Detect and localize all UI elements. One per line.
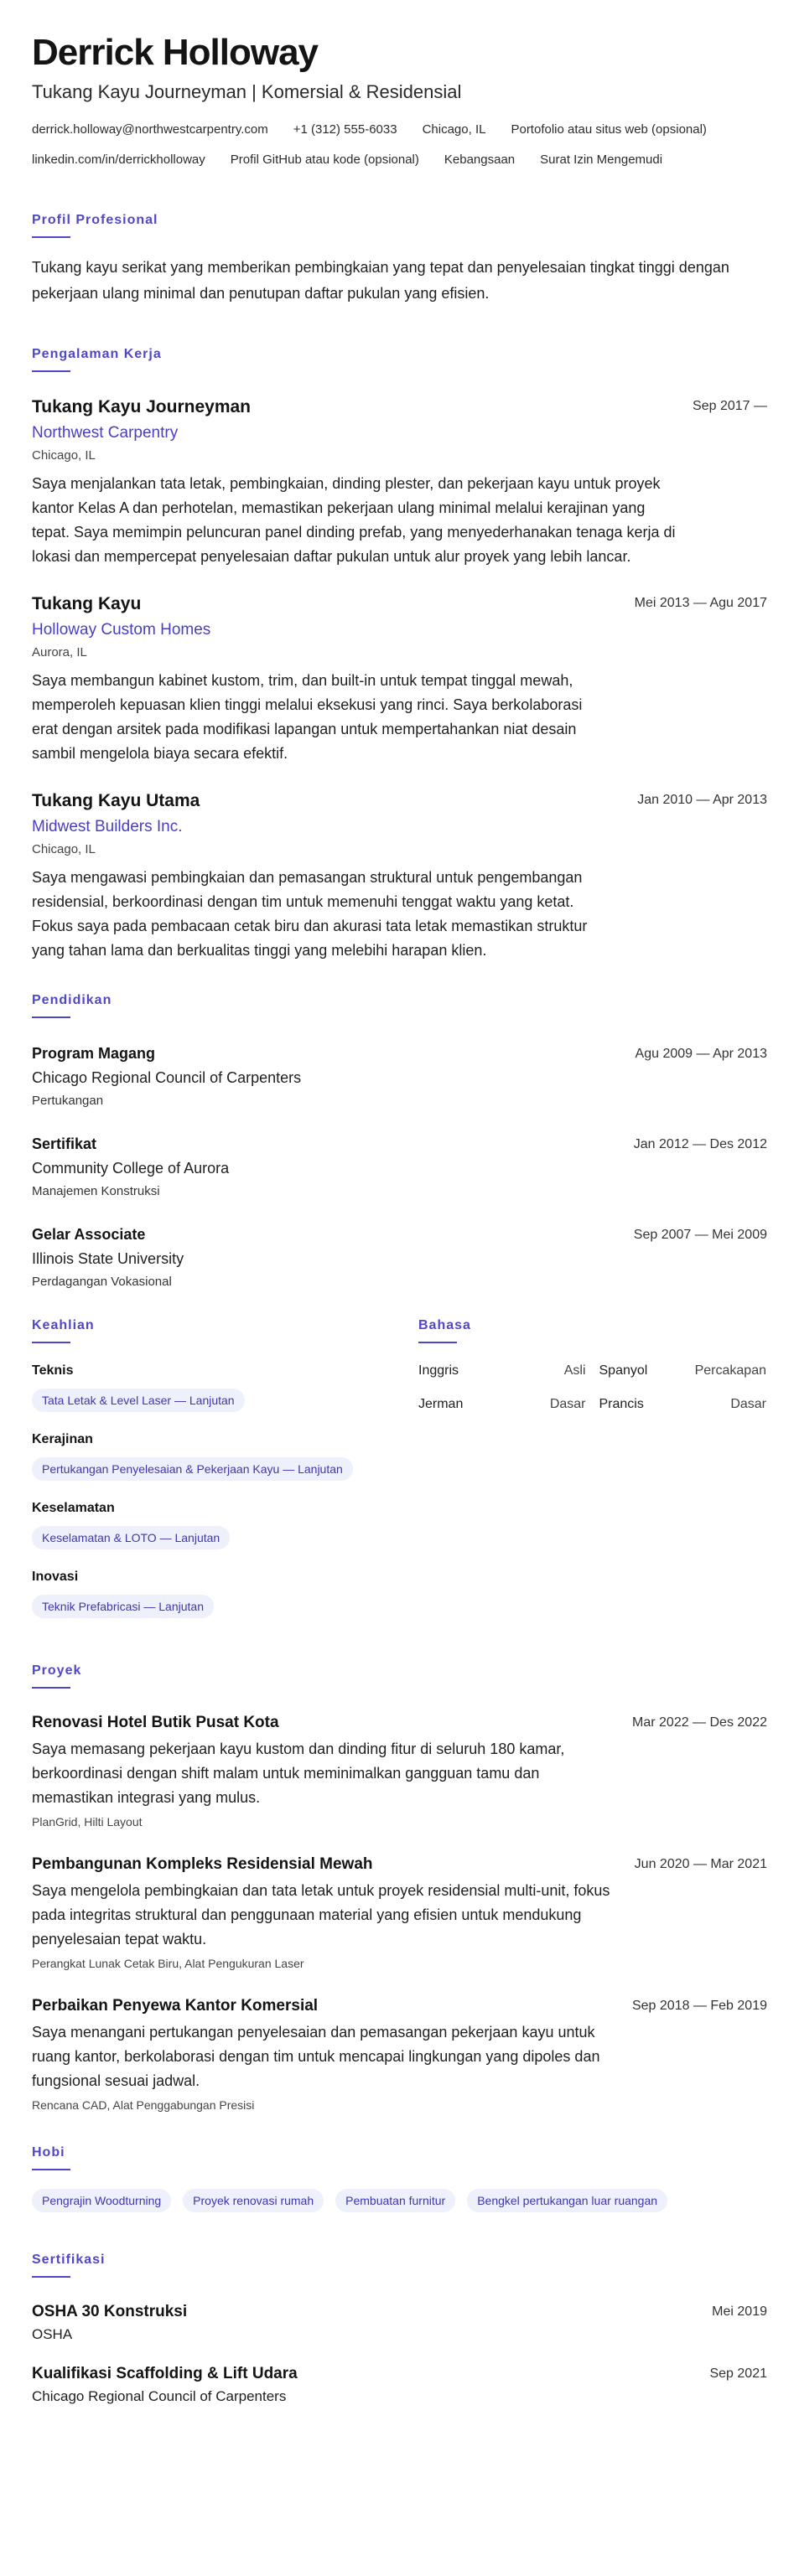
entry-company: Midwest Builders Inc. bbox=[32, 818, 183, 835]
education-section bbox=[32, 991, 767, 1291]
language-item bbox=[418, 1362, 586, 1380]
certification-title: Kualifikasi Scaffolding & Lift Udara bbox=[32, 2365, 298, 2382]
language-item bbox=[599, 1395, 767, 1414]
skill-chip: Pertukangan Penyelesaian & Pekerjaan Kayu — Lanjutan bbox=[32, 1457, 353, 1481]
section-divider bbox=[32, 2276, 70, 2278]
entry-company: Holloway Custom Homes bbox=[32, 621, 211, 639]
hobby-chip: Pembuatan furnitur bbox=[335, 2189, 455, 2212]
profile-summary: Tukang kayu serikat yang memberikan pembingkaian yang tepat dan penyelesaian tingkat tinggi dengan pekerjaan ulang minimal dan penutupan daftar pukulan yang efisien. bbox=[32, 259, 729, 302]
skill-group-name: Kerajinan bbox=[32, 1432, 93, 1446]
language-name: Inggris bbox=[418, 1363, 459, 1378]
skill-group bbox=[32, 1362, 380, 1412]
entry-date: Jun 2020 — Mar 2021 bbox=[634, 1857, 767, 1871]
project-description: Saya menangani pertukangan penyelesaian dan pemasangan pekerjaan kayu untuk ruang kantor, berkolaborasi dengan tim untuk mencapai lingkungan yang dipoles dan fungsional sesuai jadwal. bbox=[32, 2024, 600, 2089]
section-title: Pendidikan bbox=[32, 993, 112, 1007]
experience-entry bbox=[32, 789, 767, 963]
education-entry bbox=[32, 1043, 767, 1110]
entry-date: Mei 2019 bbox=[712, 2304, 767, 2319]
skill-group-name: Inovasi bbox=[32, 1570, 79, 1584]
education-school: Illinois State University bbox=[32, 1250, 184, 1267]
entry-date: Jan 2012 — Des 2012 bbox=[633, 1137, 767, 1151]
project-title: Renovasi Hotel Butik Pusat Kota bbox=[32, 1714, 279, 1731]
section-title: Hobi bbox=[32, 2145, 65, 2160]
project-title: Perbaikan Penyewa Kantor Komersial bbox=[32, 1997, 319, 2015]
entry-date: Sep 2021 bbox=[709, 2367, 767, 2381]
education-school: Chicago Regional Council of Carpenters bbox=[32, 1069, 302, 1086]
certification-entry bbox=[32, 2301, 767, 2345]
entry-location: Chicago, IL bbox=[32, 842, 96, 856]
profile-section bbox=[32, 211, 767, 307]
project-entry bbox=[32, 1995, 767, 2113]
hobby-chip: Bengkel pertukangan luar ruangan bbox=[467, 2189, 667, 2212]
skill-chip: Teknik Prefabricasi — Lanjutan bbox=[32, 1595, 214, 1618]
hobby-chip: Pengrajin Woodturning bbox=[32, 2189, 171, 2212]
project-title: Pembangunan Kompleks Residensial Mewah bbox=[32, 1855, 373, 1873]
section-divider bbox=[418, 1342, 457, 1343]
entry-role: Tukang Kayu Journeyman bbox=[32, 397, 252, 416]
section-title: Proyek bbox=[32, 1663, 82, 1678]
projects-section bbox=[32, 1662, 767, 2113]
entry-role: Tukang Kayu bbox=[32, 594, 142, 613]
section-title: Keahlian bbox=[32, 1318, 95, 1332]
language-name: Jerman bbox=[418, 1397, 464, 1411]
education-degree: Gelar Associate bbox=[32, 1226, 146, 1243]
contact-nationality: Kebangsaan bbox=[444, 153, 516, 167]
education-degree: Sertifikat bbox=[32, 1135, 97, 1152]
entry-date: Sep 2007 — Mei 2009 bbox=[633, 1228, 767, 1242]
skill-chip: Keselamatan & LOTO — Lanjutan bbox=[32, 1526, 230, 1549]
entry-description: Saya mengawasi pembingkaian dan pemasangan struktural untuk pengembangan residensial, berkoordinasi dengan tim untuk memenuhi tenggat waktu yang ketat. Fokus saya pada pembacaan cetak biru dan akurasi tata letak memastikan struktur yang tahan lama dan berkualitas tinggi yang melebihi harapan klien. bbox=[32, 869, 588, 959]
contact-linkedin[interactable]: linkedin.com/in/derrickholloway bbox=[32, 153, 205, 167]
skill-group-name: Keselamatan bbox=[32, 1501, 115, 1515]
section-title: Profil Profesional bbox=[32, 213, 158, 227]
section-title: Bahasa bbox=[418, 1318, 471, 1332]
experience-section bbox=[32, 345, 767, 963]
education-field: Manajemen Konstruksi bbox=[32, 1184, 160, 1198]
language-level: Percakapan bbox=[694, 1363, 766, 1378]
project-entry bbox=[32, 1712, 767, 1830]
certifications-section bbox=[32, 2251, 767, 2407]
education-field: Pertukangan bbox=[32, 1094, 104, 1108]
entry-location: Aurora, IL bbox=[32, 645, 87, 660]
language-item bbox=[599, 1362, 767, 1380]
education-entry bbox=[32, 1224, 767, 1291]
entry-location: Chicago, IL bbox=[32, 448, 96, 463]
entry-description: Saya membangun kabinet kustom, trim, dan built-in untuk tempat tinggal mewah, memperoleh kepuasan klien tinggi melalui eksekusi yang rinci. Saya berkolaborasi erat dengan arsitek pada modifikasi lapangan untuk mempertahankan niat desain sambil mengelola biaya secara efektif. bbox=[32, 672, 583, 762]
contact-driving-license: Surat Izin Mengemudi bbox=[540, 153, 663, 167]
languages-section bbox=[418, 1316, 766, 1637]
entry-description: Saya menjalankan tata letak, pembingkaian, dinding plester, dan pekerjaan kayu untuk proyek kantor Kelas A dan perhotelan, memastikan pekerjaan ulang minimal melalui kerajinan yang tepat. Saya memimpin peluncuran panel dinding prefab, yang menyederhanakan tenaga kerja di lokasi dan mempercepat penyelesaian daftar pukulan untuk alur proyek yang lebih lancar. bbox=[32, 475, 676, 565]
language-level: Dasar bbox=[730, 1397, 766, 1411]
education-degree: Program Magang bbox=[32, 1045, 156, 1062]
hobby-chip: Proyek renovasi rumah bbox=[183, 2189, 324, 2212]
education-entry bbox=[32, 1134, 767, 1201]
section-divider bbox=[32, 1687, 70, 1689]
section-divider bbox=[32, 2169, 70, 2170]
candidate-headline: Tukang Kayu Journeyman | Komersial & Residensial bbox=[32, 81, 462, 102]
section-divider bbox=[32, 1342, 70, 1343]
contact-github[interactable]: Profil GitHub atau kode (opsional) bbox=[230, 153, 419, 167]
entry-date: Mei 2013 — Agu 2017 bbox=[634, 596, 767, 610]
certification-issuer: OSHA bbox=[32, 2326, 73, 2342]
experience-entry bbox=[32, 592, 767, 766]
experience-entry bbox=[32, 396, 767, 569]
entry-date: Mar 2022 — Des 2022 bbox=[632, 1715, 767, 1730]
contact-list bbox=[32, 121, 767, 169]
skills-languages-row bbox=[32, 1316, 767, 1637]
skill-group bbox=[32, 1430, 380, 1481]
project-description: Saya mengelola pembingkaian dan tata letak untuk proyek residensial multi-unit, fokus pada integritas struktural dan penggunaan material yang efisien untuk mendukung penyelesaian tepat waktu. bbox=[32, 1882, 610, 1948]
entry-date: Agu 2009 — Apr 2013 bbox=[635, 1047, 767, 1061]
project-description: Saya memasang pekerjaan kayu kustom dan dinding fitur di seluruh 180 kamar, berkoordinasi dengan shift malam untuk meminimalkan gangguan tamu dan memastikan integrasi yang mulus. bbox=[32, 1741, 565, 1806]
section-title: Sertifikasi bbox=[32, 2253, 106, 2267]
skill-group bbox=[32, 1499, 380, 1549]
skill-chip: Tata Letak & Level Laser — Lanjutan bbox=[32, 1389, 245, 1412]
language-item bbox=[418, 1395, 586, 1414]
section-divider bbox=[32, 236, 70, 238]
certification-entry bbox=[32, 2363, 767, 2407]
project-tools: Rencana CAD, Alat Penggabungan Presisi bbox=[32, 2098, 255, 2112]
entry-date: Sep 2018 — Feb 2019 bbox=[631, 1999, 767, 2013]
skills-section bbox=[32, 1316, 380, 1637]
skill-group-name: Teknis bbox=[32, 1363, 74, 1378]
certification-issuer: Chicago Regional Council of Carpenters bbox=[32, 2388, 287, 2404]
hobbies-section bbox=[32, 2144, 767, 2212]
certification-title: OSHA 30 Konstruksi bbox=[32, 2303, 188, 2320]
contact-email[interactable]: derrick.holloway@northwestcarpentry.com bbox=[32, 122, 268, 137]
project-entry bbox=[32, 1854, 767, 1972]
skill-group bbox=[32, 1568, 380, 1618]
entry-date: Sep 2017 — bbox=[693, 399, 767, 413]
education-field: Perdagangan Vokasional bbox=[32, 1275, 172, 1289]
project-tools: PlanGrid, Hilti Layout bbox=[32, 1815, 143, 1829]
language-level: Asli bbox=[563, 1363, 586, 1378]
education-school: Community College of Aurora bbox=[32, 1160, 230, 1177]
language-name: Prancis bbox=[599, 1397, 644, 1411]
entry-role: Tukang Kayu Utama bbox=[32, 791, 200, 810]
section-divider bbox=[32, 370, 70, 372]
section-title: Pengalaman Kerja bbox=[32, 347, 162, 361]
candidate-name: Derrick Holloway bbox=[32, 32, 319, 73]
language-name: Spanyol bbox=[599, 1363, 648, 1378]
project-tools: Perangkat Lunak Cetak Biru, Alat Pengukuran Laser bbox=[32, 1957, 304, 1970]
language-level: Dasar bbox=[549, 1397, 586, 1411]
contact-location: Chicago, IL bbox=[422, 122, 486, 137]
resume-header bbox=[32, 32, 767, 169]
section-divider bbox=[32, 1016, 70, 1018]
entry-company: Northwest Carpentry bbox=[32, 424, 179, 442]
contact-portfolio[interactable]: Portofolio atau situs web (opsional) bbox=[511, 122, 707, 137]
contact-phone[interactable]: +1 (312) 555-6033 bbox=[293, 122, 397, 137]
entry-date: Jan 2010 — Apr 2013 bbox=[637, 793, 767, 807]
